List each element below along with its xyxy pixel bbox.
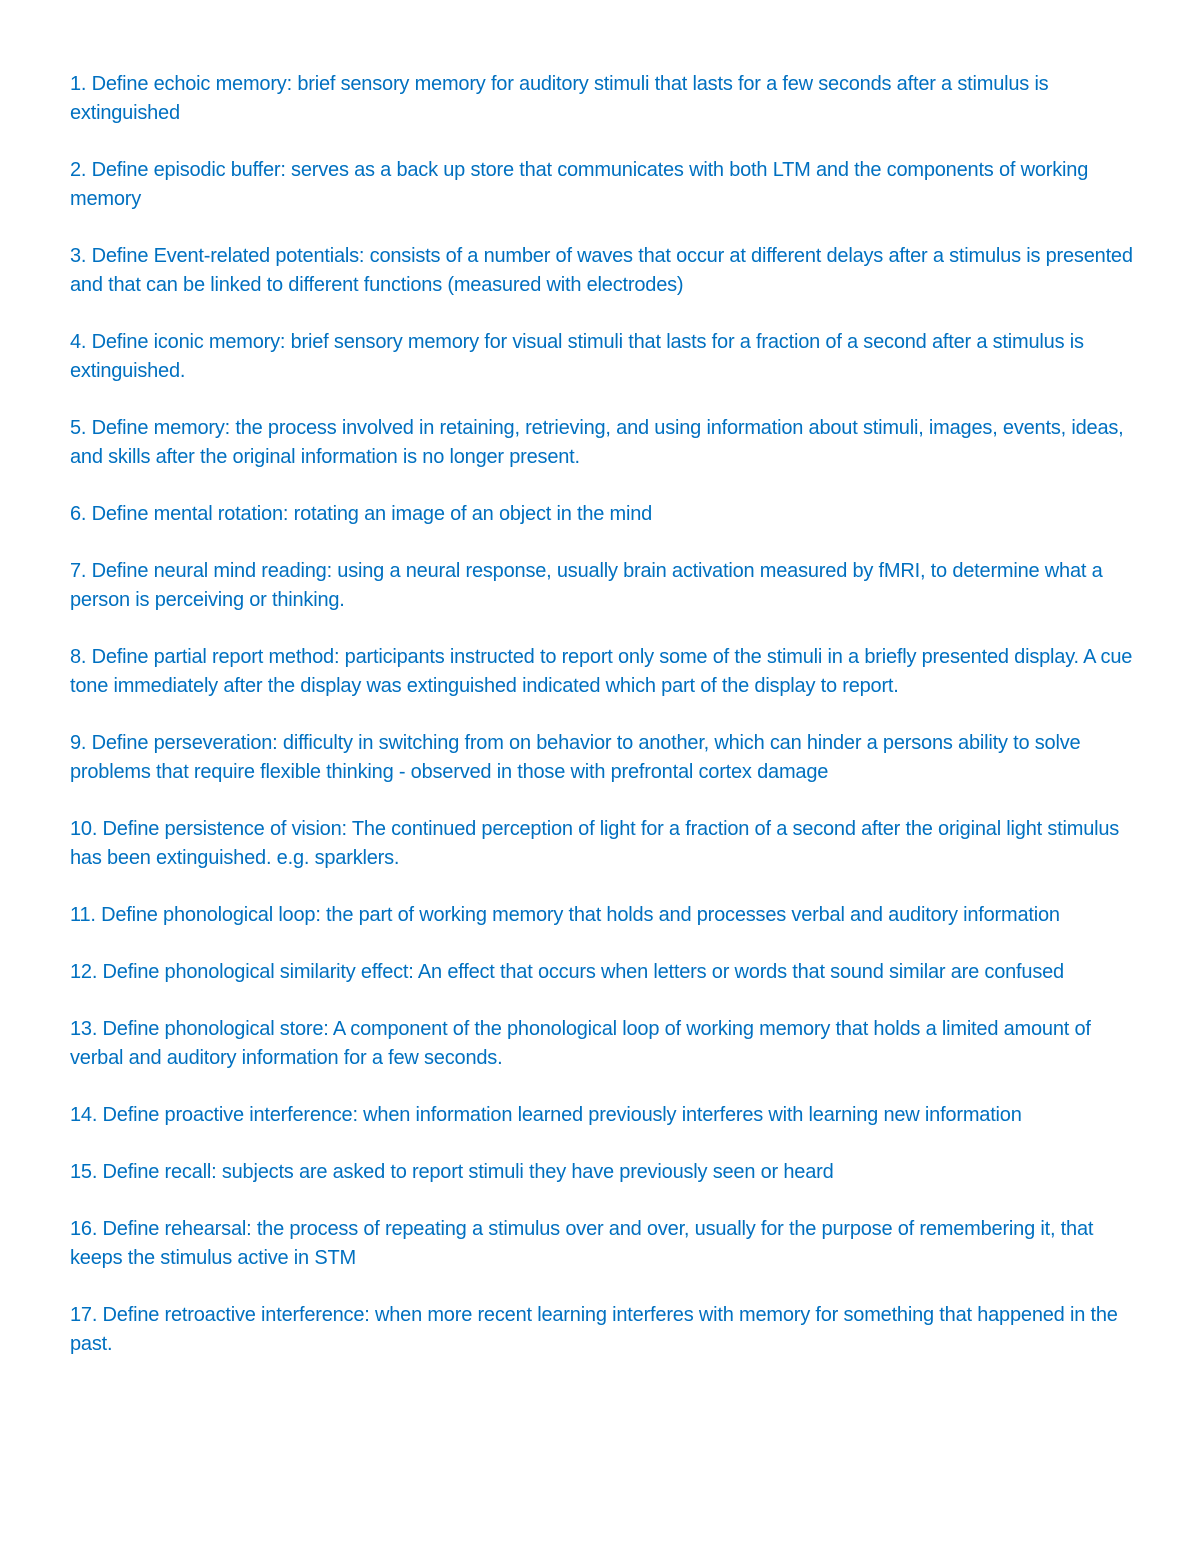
definition-entry: 8. Define partial report method: participants instructed to report only some of the stimuli in a briefly presented display. A cue tone immediately after the display was extinguished indicated which part of the display to report.	[70, 646, 1133, 697]
definition-entry: 3. Define Event-related potentials: consists of a number of waves that occur at different delays after a stimulus is presented and that can be linked to different functions (measured with electrodes)	[70, 245, 1133, 296]
definition-entry: 17. Define retroactive interference: when more recent learning interferes with memory for something that happened in the past.	[70, 1304, 1118, 1355]
definition-entry: 14. Define proactive interference: when information learned previously interferes with learning new information	[70, 1104, 1022, 1126]
definition-list	[70, 70, 1133, 1359]
definition-entry: 12. Define phonological similarity effect: An effect that occurs when letters or words that sound similar are confused	[70, 961, 1064, 983]
definition-entry: 15. Define recall: subjects are asked to report stimuli they have previously seen or heard	[70, 1161, 834, 1183]
definition-entry: 4. Define iconic memory: brief sensory memory for visual stimuli that lasts for a fraction of a second after a stimulus is extinguished.	[70, 331, 1084, 382]
definition-entry: 6. Define mental rotation: rotating an image of an object in the mind	[70, 503, 653, 525]
definition-entry: 10. Define persistence of vision: The continued perception of light for a fraction of a second after the original light stimulus has been extinguished. e.g. sparklers.	[70, 818, 1120, 869]
definition-entry: 11. Define phonological loop: the part of working memory that holds and processes verbal and auditory information	[70, 904, 1060, 926]
definition-entry: 2. Define episodic buffer: serves as a back up store that communicates with both LTM and the components of working memory	[70, 159, 1089, 210]
definition-entry: 7. Define neural mind reading: using a neural response, usually brain activation measured by fMRI, to determine what a person is perceiving or thinking.	[70, 560, 1103, 611]
definition-entry: 16. Define rehearsal: the process of repeating a stimulus over and over, usually for the purpose of remembering it, that keeps the stimulus active in STM	[70, 1218, 1094, 1269]
definition-entry: 1. Define echoic memory: brief sensory memory for auditory stimuli that lasts for a few seconds after a stimulus is extinguished	[70, 73, 1049, 124]
definition-entry: 13. Define phonological store: A component of the phonological loop of working memory that holds a limited amount of verbal and auditory information for a few seconds.	[70, 1018, 1091, 1069]
definition-entry: 5. Define memory: the process involved in retaining, retrieving, and using information about stimuli, images, events, ideas, and skills after the original information is no longer present.	[70, 417, 1124, 468]
definition-entry: 9. Define perseveration: difficulty in switching from on behavior to another, which can hinder a persons ability to solve problems that require flexible thinking - observed in those with prefrontal cortex damage	[70, 732, 1081, 783]
